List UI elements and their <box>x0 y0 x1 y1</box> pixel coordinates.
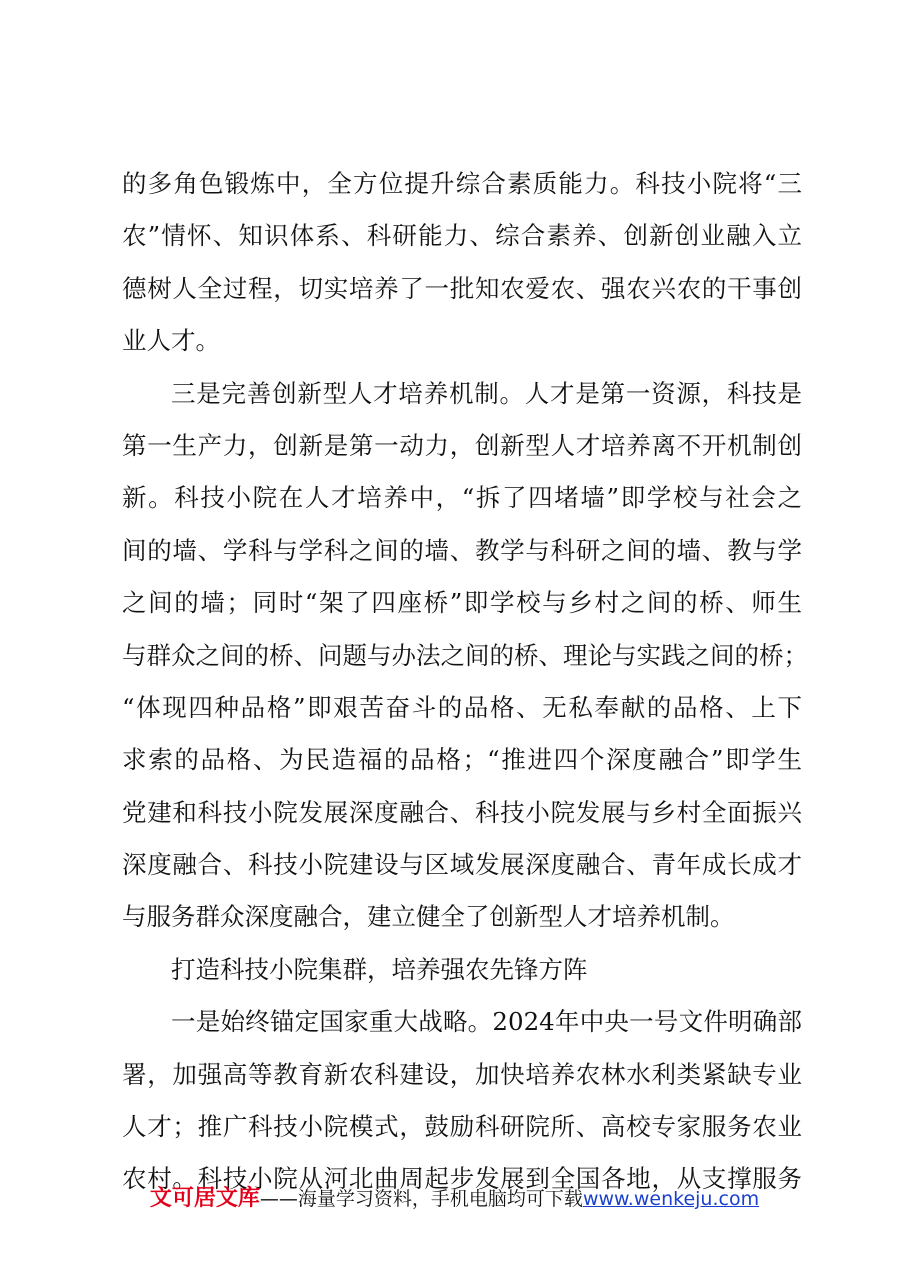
footer-site-link[interactable]: www.wenkeju.com <box>582 1188 760 1210</box>
text-line: 一是始终锚定国家重大战略。2024年中央一号文件明确部 <box>171 1007 802 1037</box>
text-line: 与服务群众深度融合，建立健全了创新型人才培养机制。 <box>122 902 735 932</box>
text-line: 署，加强高等教育新农科建设，加快培养农林水利类紧缺专业 <box>122 1059 802 1089</box>
text-line: 之间的墙；同时“架了四座桥”即学校与乡村之间的桥、师生 <box>122 588 802 618</box>
text-line: 德树人全过程，切实培养了一批知农爱农、强农兴农的干事创 <box>122 273 802 303</box>
text-line: 求索的品格、为民造福的品格；“推进四个深度融合”即学生 <box>122 745 802 775</box>
body-text <box>122 158 808 1206</box>
footer-brand: 文可居文库 <box>149 1186 260 1211</box>
text-line: 新。科技小院在人才培养中，“拆了四堵墙”即学校与社会之 <box>122 483 802 513</box>
section-heading: 打造科技小院集群，培养强农先锋方阵 <box>171 954 588 984</box>
text-line: 间的墙、学科与学科之间的墙、教学与科研之间的墙、教与学 <box>122 535 802 565</box>
text-line: 人才；推广科技小院模式，鼓励科研院所、高校专家服务农业 <box>122 1112 802 1142</box>
text-line: 三是完善创新型人才培养机制。人才是第一资源，科技是 <box>171 378 802 408</box>
text-line: 农村。科技小院从河北曲周起步发展到全国各地，从支撑服务 <box>122 1164 802 1194</box>
text-line: “体现四种品格”即艰苦奋斗的品格、无私奉献的品格、上下 <box>122 692 802 722</box>
text-line: 的多角色锻炼中，全方位提升综合素质能力。科技小院将“三 <box>122 169 802 198</box>
text-line: 深度融合、科技小院建设与区域发展深度融合、青年成长成才 <box>122 850 802 880</box>
text-line: 业人才。 <box>122 326 220 356</box>
footer-slogan: ——海量学习资料，手机电脑均可下载 <box>259 1188 583 1210</box>
text-line: 党建和科技小院发展深度融合、科技小院发展与乡村全面振兴 <box>122 797 802 827</box>
text-line: 与群众之间的桥、问题与办法之间的桥、理论与实践之间的桥； <box>122 640 808 670</box>
footer-banner <box>0 1181 909 1212</box>
text-line: 第一生产力，创新是第一动力，创新型人才培养离不开机制创 <box>122 430 802 460</box>
text-line: 农”情怀、知识体系、科研能力、综合素养、创新创业融入立 <box>122 221 802 251</box>
